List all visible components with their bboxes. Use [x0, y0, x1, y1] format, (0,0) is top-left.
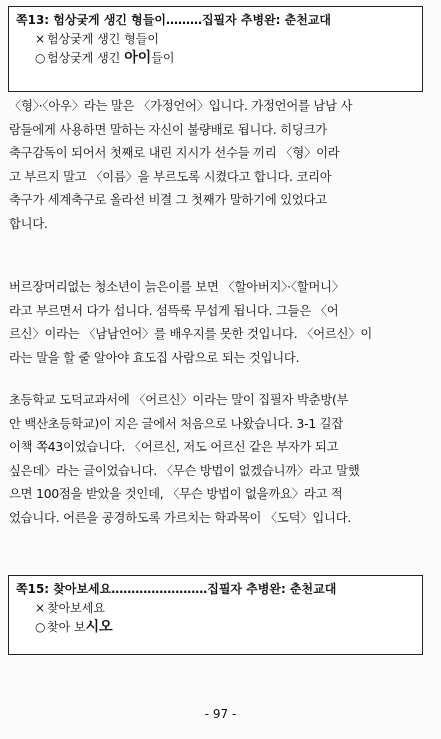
correct-text-prefix: 험상궂게 생긴 [47, 51, 125, 65]
paragraph-line: 싶은데〉라는 글이었습니다. 〈무슨 방법이 없겠습니까〉라고 말했 [9, 463, 360, 478]
paragraph-line: 고 부르지 말고 〈이름〉을 부르도록 시켰다고 합니다. 코리아 [9, 169, 332, 184]
paragraph-line: 안 백산초등학교)이 지은 글에서 처음으로 나왔습니다. 3-1 길잡 [9, 416, 344, 431]
paragraph-line: 으면 100점을 받았을 것인데, 〈무슨 방법이 없을까요〉라고 적 [9, 487, 343, 502]
paragraph-line: 었습니다. 어른을 공경하도록 가르치는 학과목이 〈도덕〉입니다. [9, 510, 352, 525]
paragraph-line: 합니다. [9, 216, 48, 231]
incorrect-expression [9, 599, 422, 618]
paragraph-line: 라고 부르면서 다가 섭니다. 섬뜩룩 무섭게 됩니다. 그들은 〈어 [9, 303, 339, 318]
correction-box-page15 [8, 575, 423, 655]
incorrect-text: 찾아보세요 [47, 601, 105, 615]
correct-text-suffix: 들이 [151, 51, 175, 65]
correction-box-page13 [8, 6, 423, 92]
paragraph-textbook [9, 389, 431, 531]
x-mark-icon: × [35, 601, 46, 615]
incorrect-text: 험상궂게 생긴 형들이 [47, 32, 159, 46]
correct-text-emphasis: 아이 [124, 50, 152, 66]
correct-expression [9, 618, 422, 637]
paragraph-line: 람들에게 사용하면 말하는 자신이 불량배로 됩니다. 히딩크가 [9, 122, 327, 137]
paragraph-line: 라는 말을 할 줄 알아야 효도집 사람으로 되는 것입니다. [9, 350, 300, 365]
correction-header: 쪽15: 찾아보세요……………………집필자 추병완: 춘천교대 [16, 582, 337, 596]
correction-header: 쪽13: 험상궂게 생긴 형들이………집필자 추병완: 춘천교대 [16, 13, 332, 27]
paragraph-line: 이책 쪽43이었습니다. 〈어르신, 저도 어르신 같은 부자가 되고 [9, 440, 339, 455]
paragraph-line: 〈형〉·〈아우〉라는 말은 〈가정언어〉입니다. 가정언어를 남남 사 [9, 99, 353, 113]
paragraph-family-language [9, 95, 431, 237]
correct-expression [9, 49, 422, 68]
paragraph-line: 버르장머리없는 청소년이 늙은이를 보면 〈할아버지〉·〈할머니〉 [9, 280, 344, 294]
paragraph-line: 초등학교 도덕교과서에 〈어르신〉이라는 말이 집필자 박춘방(부 [9, 393, 349, 407]
circle-mark-icon: ○ [35, 51, 46, 65]
incorrect-expression [9, 30, 422, 49]
circle-mark-icon: ○ [35, 620, 46, 634]
page-number: - 97 - [204, 707, 237, 721]
paragraph-line: 르신〉이라는 〈남남언어〉를 배우지를 못한 것입니다. 〈어르신〉이 [9, 327, 373, 342]
paragraph-line: 축구가 세계축구로 올라선 비결 그 첫째가 말하기에 있었다고 [9, 193, 327, 208]
x-mark-icon: × [35, 32, 46, 46]
correct-text-emphasis: 시오 [85, 619, 113, 635]
paragraph-line: 축구감독이 되어서 첫째로 내린 지시가 선수들 끼리 〈형〉이라 [9, 146, 340, 161]
correct-text-prefix: 찾아 보 [47, 620, 86, 634]
paragraph-elders [9, 276, 431, 370]
